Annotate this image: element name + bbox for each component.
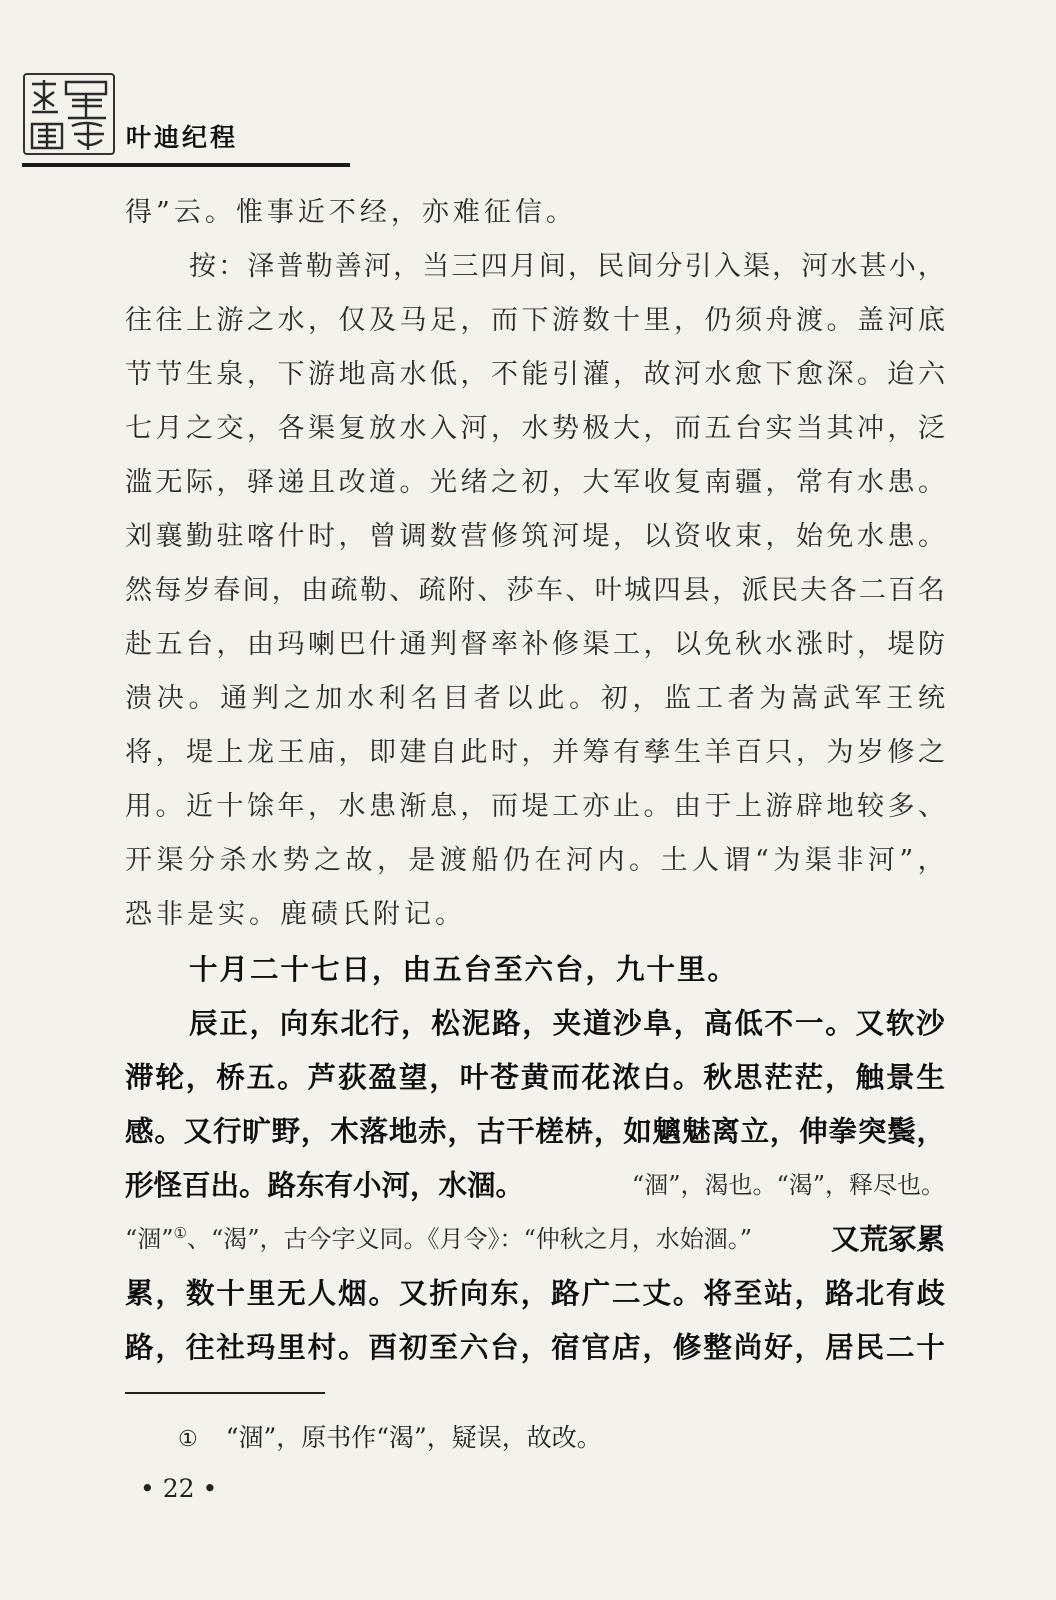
entry-line: 感 。 又 行 旷 野 ， 木 落 地 赤 ， 古 干 槎 枿 ， 如 魑 魅 离 立 ， 伸 拳 突 鬓 ， [125, 1114, 945, 1148]
commentary-line: 恐 非 是 实 。 鹿 碛 氏 附 记 。 [125, 899, 466, 930]
footnote-ref[interactable]: ① [173, 1224, 187, 1242]
running-title: 叶迪纪程 [126, 123, 239, 152]
entry-line-5-gloss [125, 1212, 752, 1266]
entry-line-4 [125, 1158, 945, 1212]
commentary-line: 往 往 上 游 之 水 ， 仅 及 马 足 ， 而 下 游 数 十 里 ， 仍 须 舟 渡 。 盖 河 底 [125, 305, 945, 336]
gloss-b: 、“渴”，古今字义同。《月令》：“仲秋之月，水始涸。” [187, 1225, 753, 1253]
commentary-block [125, 186, 945, 942]
commentary-line: 然 每 岁 春 间 ， 由 疏 勒 、 疏 附 、 莎 车 、 叶 城 四 县 ， 派 民 夫 各 二 百 名 [125, 575, 945, 606]
header-rule [22, 163, 350, 167]
footnote-rule [125, 1392, 325, 1394]
entry-line-4-gloss: “涸”，渴也。“渴”，释尽也。 [631, 1171, 945, 1199]
commentary-line: 滥 无 际 ， 驿 递 且 改 道 。 光 绪 之 初 ， 大 军 收 复 南 疆 ， 常 有 水 患 。 [125, 467, 945, 498]
entry-line: 路 ， 往 社 玛 里 村 。 酉 初 至 六 台 ， 宿 官 店 ， 修 整 尚 好 ， 居 民 二 十 [125, 1330, 945, 1364]
commentary-line: 节 节 生 泉 ， 下 游 地 高 水 低 ， 不 能 引 灌 ， 故 河 水 愈 下 愈 深 。 迨 六 [125, 359, 945, 390]
commentary-line: 按 ： 泽 普 勒 善 河 ， 当 三 四 月 间 ， 民 间 分 引 入 渠 ， 河 水 甚 小 ， [189, 251, 945, 282]
entry-line: 滞 轮 ， 桥 五 。 芦 荻 盈 望 ， 叶 苍 黄 而 花 浓 白 。 秋 思 茫 茫 ， 触 景 生 [125, 1060, 945, 1094]
commentary-line: 刘 襄 勤 驻 喀 什 时 ， 曾 调 数 营 修 筑 河 堤 ， 以 资 收 束 ， 始 免 水 患 。 [125, 521, 945, 552]
entry-line-5 [125, 1212, 945, 1266]
commentary-line: 用 。 近 十 馀 年 ， 水 患 渐 息 ， 而 堤 工 亦 止 。 由 于 上 游 辟 地 较 多 、 [125, 791, 945, 822]
entry-line: 辰 正 ， 向 东 北 行 ， 松 泥 路 ， 夹 道 沙 阜 ， 高 低 不 一 。 又 软 沙 [189, 1006, 945, 1040]
diary-entry [125, 942, 945, 1374]
footnote-marker: ① [178, 1427, 198, 1452]
date-heading: 十月二十七日，由五台至六台，九十里。 [189, 952, 739, 986]
commentary-line: 七 月 之 交 ， 各 渠 复 放 水 入 河 ， 水 势 极 大 ， 而 五 台 实 当 其 冲 ， 泛 [125, 413, 945, 444]
commentary-line: 得 ” 云 。 惟 事 近 不 经 ， 亦 难 征 信 。 [125, 197, 577, 228]
commentary-line: 将 ， 堤 上 龙 王 庙 ， 即 建 自 此 时 ， 并 筹 有 孳 生 羊 百 只 ， 为 岁 修 之 [125, 737, 945, 768]
commentary-line: 赴 五 台 ， 由 玛 喇 巴 什 通 判 督 率 补 修 渠 工 ， 以 免 秋 水 涨 时 ， 堤 防 [125, 629, 945, 660]
entry-line-4-main: 形怪百出。路东有小河，水涸。 [125, 1168, 525, 1202]
entry-line-5-main: 又荒冢累 [830, 1222, 945, 1256]
page-number: • 22 • [140, 1474, 218, 1503]
entry-line: 累 ， 数 十 里 无 人 烟 。 又 折 向 东 ， 路 广 二 丈 。 将 至 站 ， 路 北 有 歧 [125, 1276, 945, 1310]
commentary-line: 溃 决 。 通 判 之 加 水 利 名 目 者 以 此 。 初 ， 监 工 者 为 嵩 武 军 王 统 [125, 683, 945, 714]
commentary-line: 开 渠 分 杀 水 势 之 故 ， 是 渡 船 仍 在 河 内 。 土 人 谓 “ 为 渠 非 河 ” ， [125, 845, 945, 876]
footnote [178, 1418, 602, 1460]
seal-logo [22, 70, 120, 158]
gloss-a: “涸” [125, 1225, 174, 1253]
footnote-text: “涸”，原书作“渴”，疑误，故改。 [225, 1423, 602, 1452]
